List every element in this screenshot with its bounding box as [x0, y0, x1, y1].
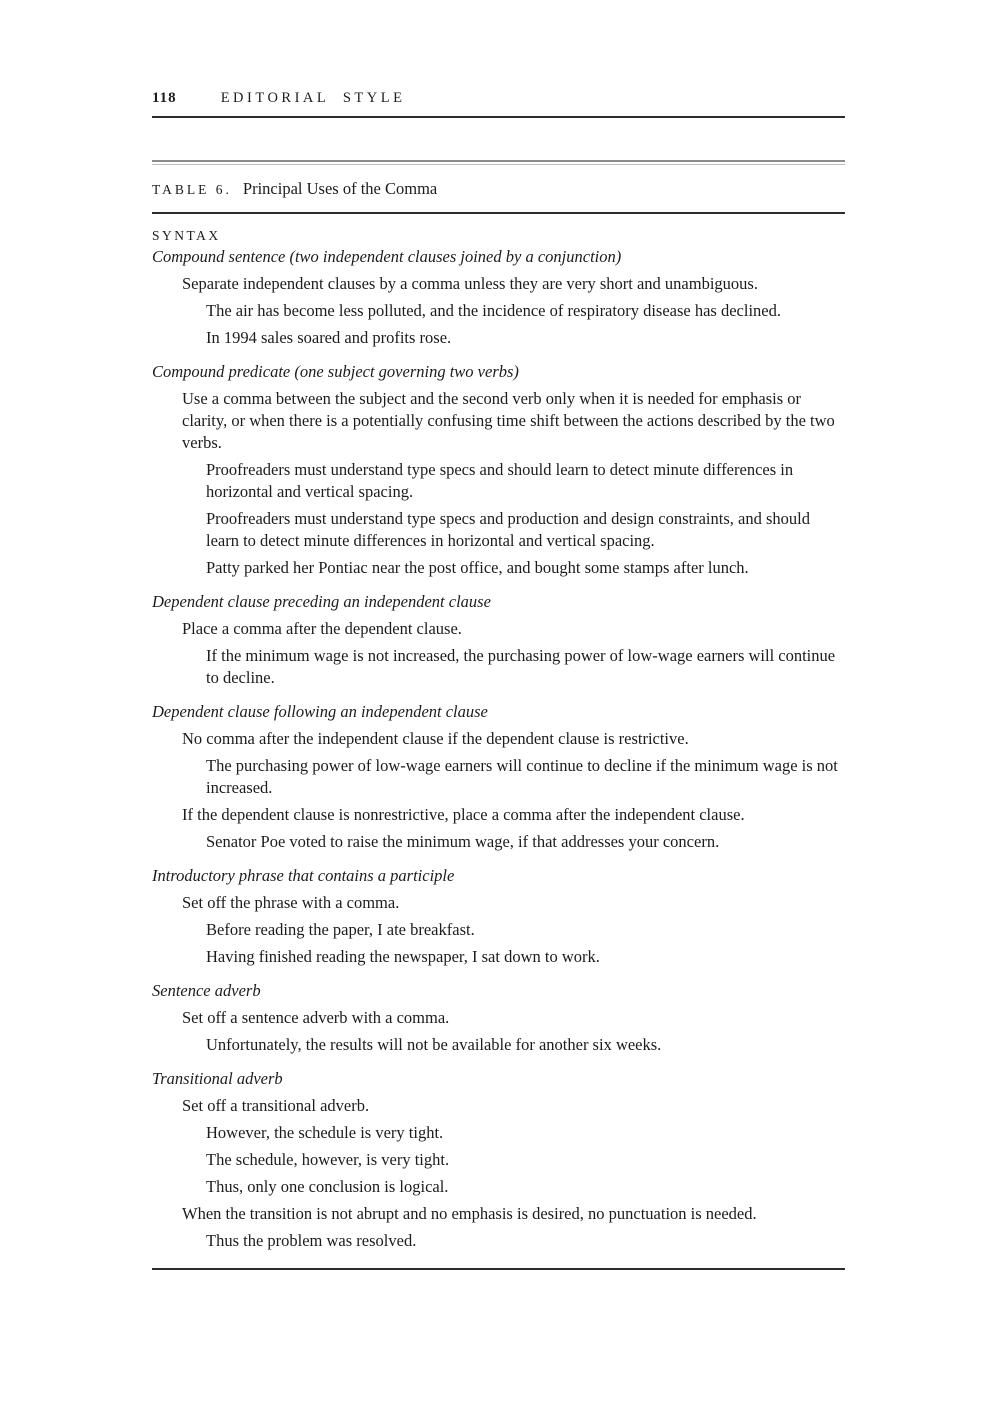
example-sentence: In 1994 sales soared and profits rose.	[206, 328, 452, 347]
example-sentence: The schedule, however, is very tight.	[206, 1150, 450, 1169]
example-sentence: Thus, only one conclusion is logical.	[206, 1177, 449, 1196]
example-sentence: However, the schedule is very tight.	[206, 1123, 444, 1142]
section-heading: Sentence adverb	[152, 981, 261, 1000]
example-sentence: Senator Poe voted to raise the minimum wage, if that addresses your concern.	[206, 832, 720, 851]
running-head-title: EDITORIAL STYLE	[220, 90, 406, 106]
section-heading: Dependent clause following an independent clause	[152, 702, 488, 721]
section-heading: Compound predicate (one subject governing two verbs)	[152, 362, 519, 381]
rule-text: Set off the phrase with a comma.	[182, 893, 400, 912]
comma-usage-sections	[152, 246, 845, 1252]
syntax-heading: SYNTAX	[152, 228, 221, 243]
table-title: Principal Uses of the Comma	[242, 179, 438, 198]
table-caption	[152, 165, 845, 214]
table-bottom-rule	[152, 1268, 845, 1270]
example-sentence: Before reading the paper, I ate breakfast.	[206, 920, 475, 939]
comma-use-section	[152, 1068, 845, 1252]
section-heading: Dependent clause preceding an independent clause	[152, 592, 491, 611]
table-label: TABLE 6.	[152, 182, 232, 197]
rule-text: Use a comma between the subject and the second verb only when it is needed for emphasis or clarity, or when there is a potentially confusing time shift between the actions described by the two verbs.	[182, 389, 835, 452]
rule-text: Set off a sentence adverb with a comma.	[182, 1008, 450, 1027]
rule-text: If the dependent clause is nonrestrictive, place a comma after the independent clause.	[182, 805, 745, 824]
comma-use-section	[152, 591, 845, 689]
example-sentence: Unfortunately, the results will not be available for another six weeks.	[206, 1035, 662, 1054]
comma-use-section	[152, 980, 845, 1056]
rule-text: Separate independent clauses by a comma unless they are very short and unambiguous.	[182, 274, 758, 293]
example-sentence: Proofreaders must understand type specs and should learn to detect minute differences in horizontal and vertical spacing.	[206, 460, 794, 501]
example-sentence: Having finished reading the newspaper, I sat down to work.	[206, 947, 600, 966]
rule-text: No comma after the independent clause if the dependent clause is restrictive.	[182, 729, 689, 748]
rule-text: Set off a transitional adverb.	[182, 1096, 370, 1115]
comma-use-section	[152, 246, 845, 349]
comma-use-section	[152, 701, 845, 853]
example-sentence: Thus the problem was resolved.	[206, 1231, 417, 1250]
example-sentence: If the minimum wage is not increased, the purchasing power of low-wage earners will continue to decline.	[206, 646, 836, 687]
page-number: 118	[152, 90, 177, 106]
comma-use-section	[152, 361, 845, 579]
double-rule-upper-line	[152, 160, 845, 162]
comma-use-section	[152, 865, 845, 968]
example-sentence: The air has become less polluted, and the incidence of respiratory disease has declined.	[206, 301, 781, 320]
book-page	[152, 0, 845, 1270]
section-heading: Transitional adverb	[152, 1069, 283, 1088]
example-sentence: Proofreaders must understand type specs and production and design constraints, and should learn to detect minute differences in horizontal and vertical spacing.	[206, 509, 810, 550]
rule-text: Place a comma after the dependent clause.	[182, 619, 462, 638]
example-sentence: The purchasing power of low-wage earners will continue to decline if the minimum wage is not increased.	[206, 756, 838, 797]
section-heading: Introductory phrase that contains a participle	[152, 866, 455, 885]
running-head	[152, 90, 845, 118]
example-sentence: Patty parked her Pontiac near the post office, and bought some stamps after lunch.	[206, 558, 749, 577]
section-heading: Compound sentence (two independent clauses joined by a conjunction)	[152, 247, 622, 266]
rule-text: When the transition is not abrupt and no emphasis is desired, no punctuation is needed.	[182, 1204, 757, 1223]
